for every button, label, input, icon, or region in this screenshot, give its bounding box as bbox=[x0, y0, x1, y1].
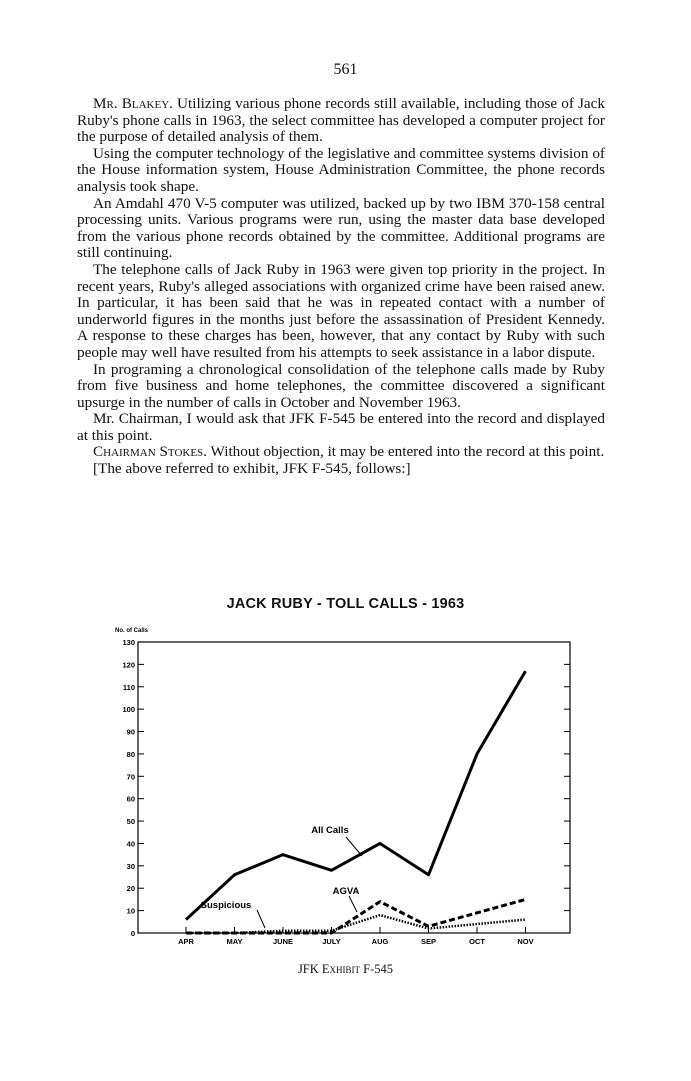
body-text bbox=[77, 96, 605, 478]
series-label: Suspicious bbox=[200, 900, 252, 911]
paragraph-text: In programing a chronological consolidation of the telephone calls made by Ruby from five business and home telephones, the committee discovered a significant upsurge in the number of calls in October and November 1963. bbox=[77, 360, 605, 411]
y-tick-label: 100 bbox=[122, 705, 135, 715]
x-tick-label: MAY bbox=[226, 937, 243, 946]
paragraph-text: An Amdahl 470 V-5 computer was utilized, backed up by two IBM 370-158 central processing units. Various programs were run, using the master data base developed from the various phone records obtained by the committee. Additional programs are still continuing. bbox=[77, 194, 605, 262]
paragraph bbox=[77, 411, 605, 444]
caption-text: JFK Exhibit F-545 bbox=[297, 962, 394, 976]
x-tick-label: AUG bbox=[371, 937, 389, 946]
series-leader-line bbox=[257, 910, 265, 928]
series-line-all-calls bbox=[186, 671, 526, 919]
y-tick-label: 110 bbox=[122, 682, 135, 692]
paragraph bbox=[77, 196, 605, 262]
y-tick-label: 0 bbox=[130, 929, 135, 938]
paragraph-text: [The above referred to exhibit, JFK F-545, follows:] bbox=[93, 460, 411, 478]
series-label: AGVA bbox=[332, 886, 360, 897]
y-tick-label: 60 bbox=[126, 794, 135, 804]
page-number: 561 bbox=[333, 61, 358, 78]
y-axis-label: No. of Calls bbox=[115, 628, 149, 634]
series-leader-line bbox=[349, 896, 357, 912]
y-tick-label: 50 bbox=[126, 817, 135, 827]
series-leader-line bbox=[346, 837, 362, 856]
y-tick-label: 130 bbox=[122, 638, 135, 647]
paragraph-text: Utilizing various phone records still available, including those of Jack Ruby's phone calls in 1963, the select committee has developed a computer project for the purpose of detailed analysis of them. bbox=[77, 95, 605, 146]
x-tick-label: JULY bbox=[322, 937, 341, 946]
paragraph bbox=[77, 146, 605, 196]
paragraph bbox=[77, 461, 605, 478]
x-tick-label: NOV bbox=[517, 937, 534, 946]
paragraph-text: Without objection, it may be entered into the record at this point. bbox=[206, 443, 605, 461]
y-tick-label: 20 bbox=[126, 884, 135, 894]
paragraph bbox=[77, 444, 605, 461]
y-tick-label: 90 bbox=[126, 727, 135, 737]
paragraph bbox=[77, 362, 605, 412]
y-tick-label: 40 bbox=[126, 839, 135, 849]
y-tick-label: 30 bbox=[126, 861, 135, 871]
speaker-name: Chairman Stokes. bbox=[93, 443, 207, 461]
x-tick-label: OCT bbox=[469, 937, 485, 946]
paragraph-text: Using the computer technology of the legislative and committee systems division of the House information system, House Administration Committee, the phone records analysis took shape. bbox=[77, 144, 605, 195]
paragraph-text: The telephone calls of Jack Ruby in 1963 were given top priority in the project. In recent years, Ruby's alleged associations with organized crime have been raised anew. In particular, it has been said that he was in repeated contact with a number of underworld figures in the months just before the assassination of President Kennedy. A response to these charges has been, however, that any contact by Ruby with such people may well have resulted from his attempts to seek assistance in a labor dispute. bbox=[77, 260, 605, 361]
series-label: All Calls bbox=[311, 825, 349, 836]
y-tick-label: 120 bbox=[122, 660, 135, 670]
paragraph-text: Mr. Chairman, I would ask that JFK F-545 be entered into the record and displayed at this point. bbox=[77, 410, 605, 444]
paragraph bbox=[77, 262, 605, 362]
y-tick-label: 10 bbox=[126, 906, 135, 916]
y-tick-label: 80 bbox=[126, 749, 135, 759]
chart-title: JACK RUBY - TOLL CALLS - 1963 bbox=[226, 596, 465, 612]
speaker-name: Mr. Blakey. bbox=[93, 95, 173, 112]
x-tick-label: SEP bbox=[420, 937, 437, 946]
x-tick-label: JUNE bbox=[272, 937, 294, 946]
x-tick-label: APR bbox=[178, 937, 194, 946]
paragraph bbox=[77, 96, 605, 146]
y-tick-label: 70 bbox=[126, 772, 135, 782]
line-chart bbox=[100, 618, 590, 950]
exhibit-caption bbox=[0, 962, 691, 977]
